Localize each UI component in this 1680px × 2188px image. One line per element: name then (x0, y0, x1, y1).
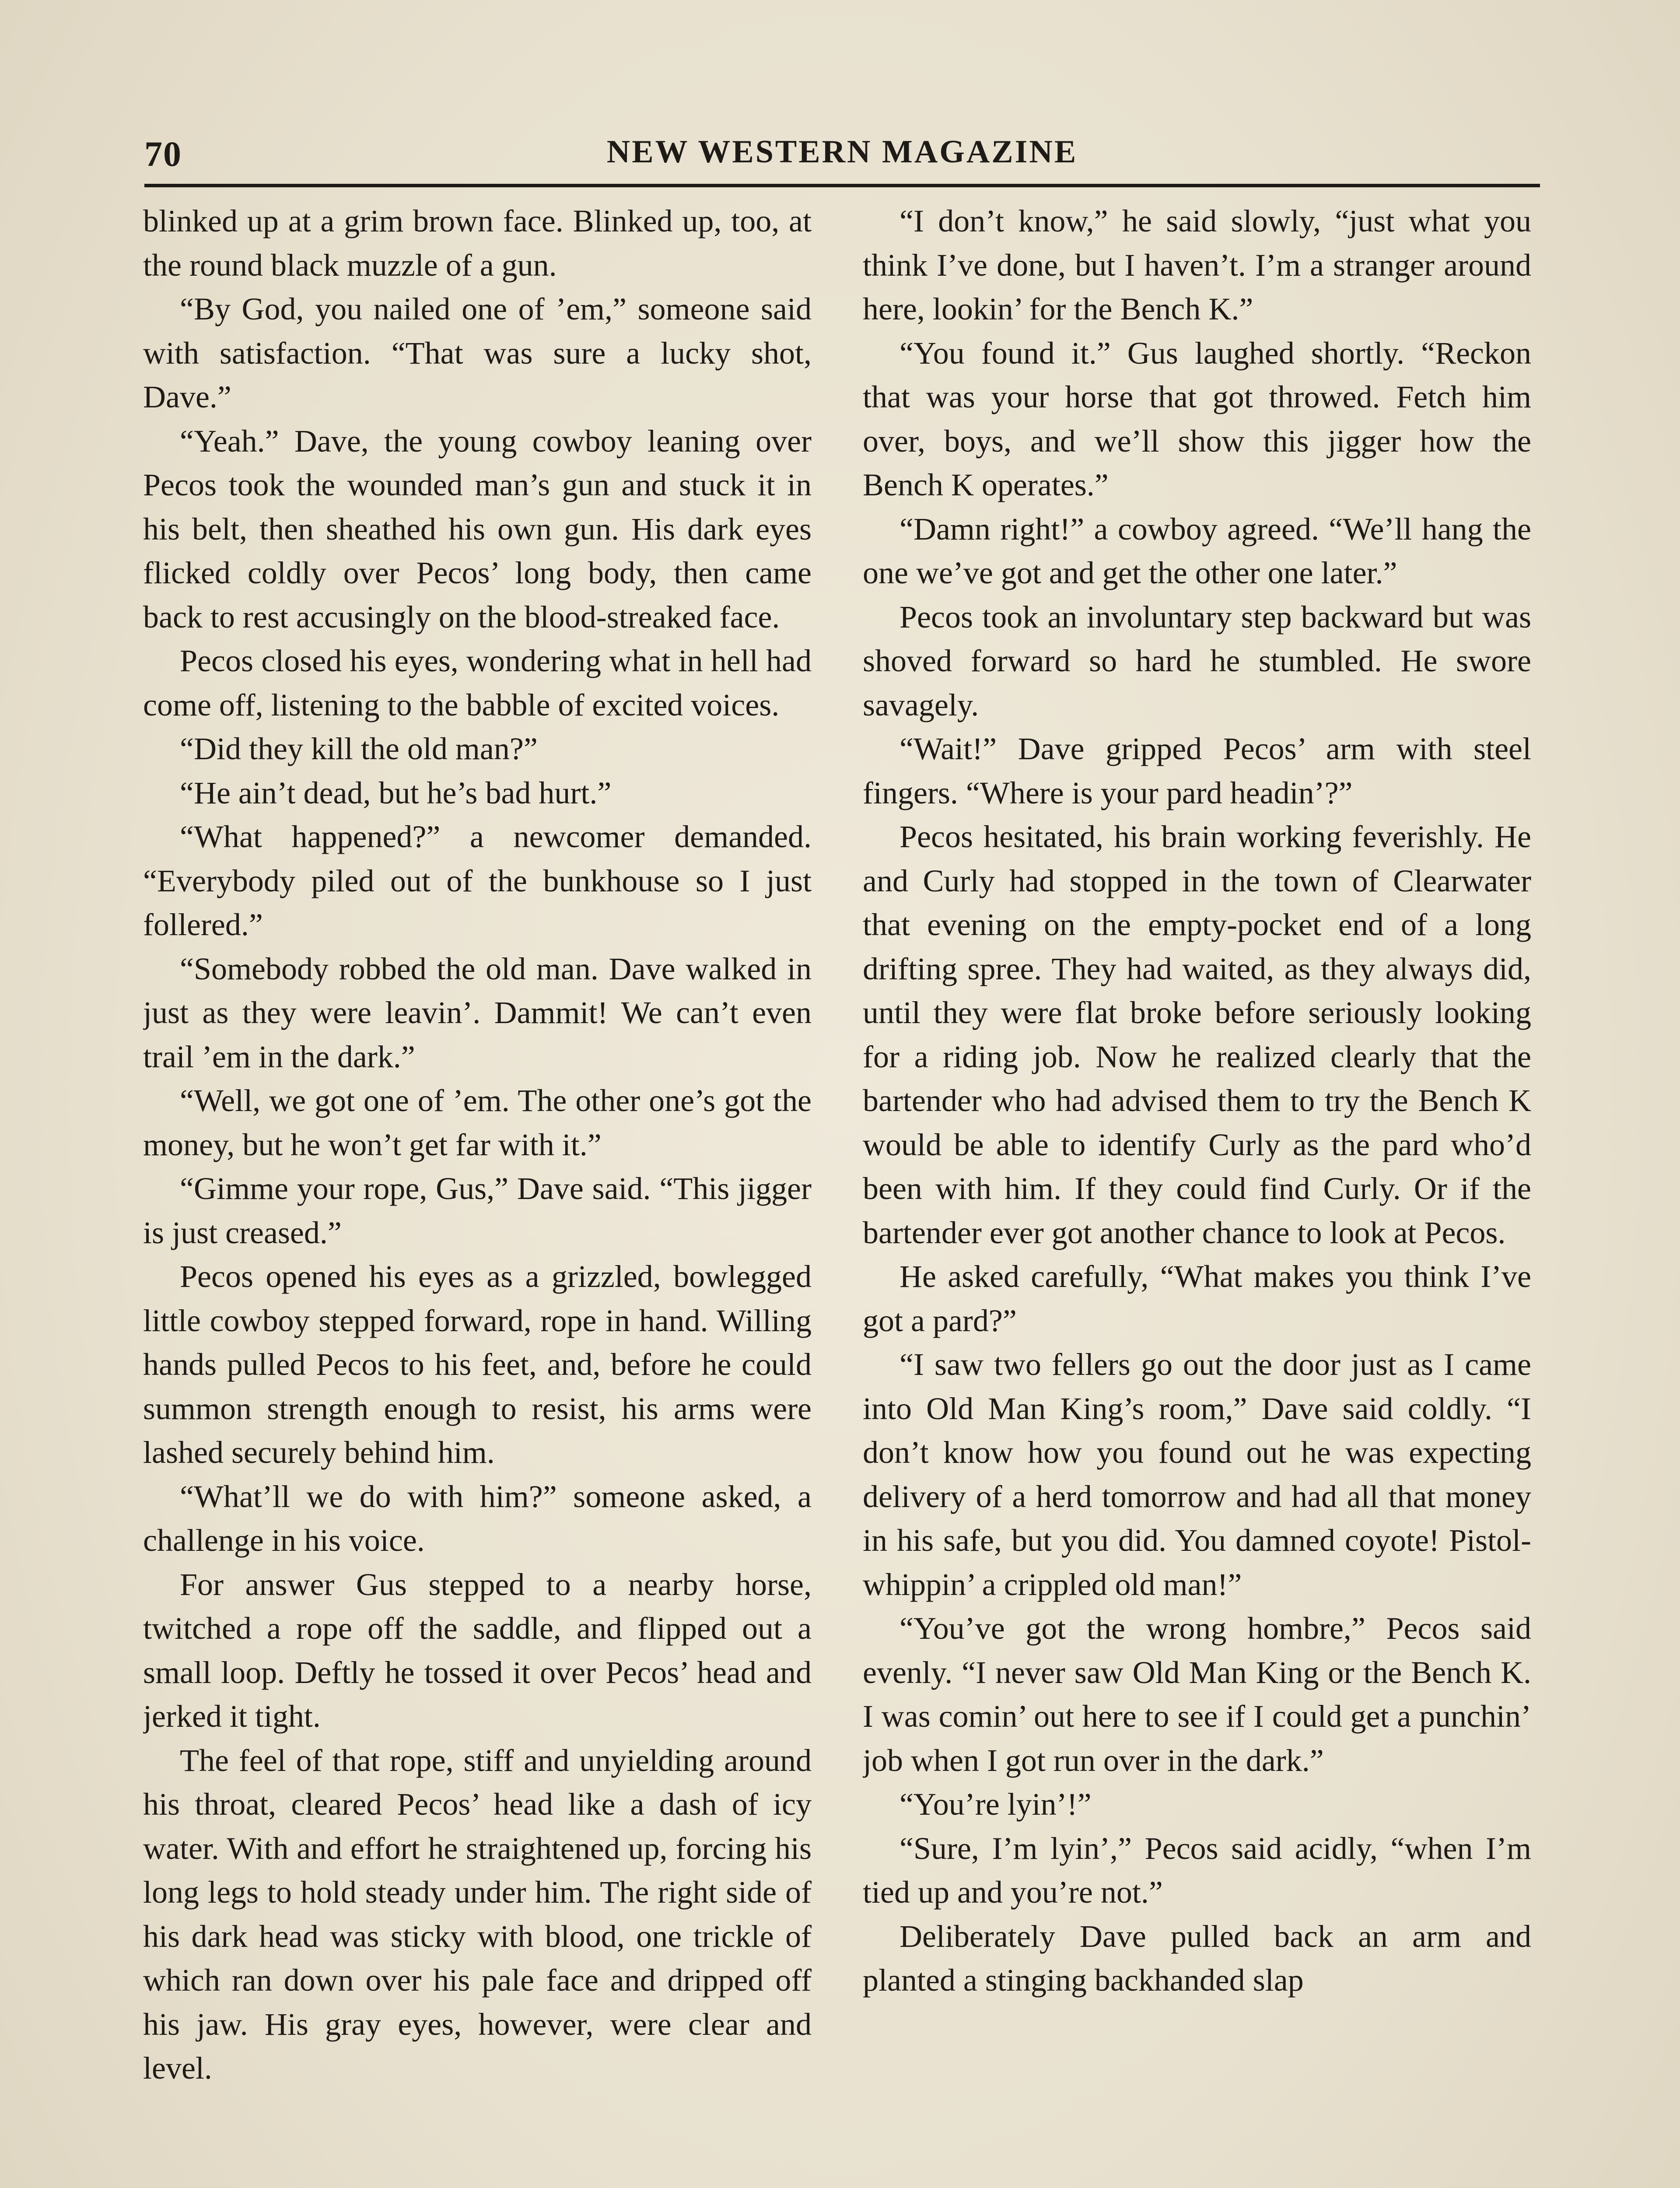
paragraph: Pecos took an involuntary step backward but was shoved forward so hard he stumbled. He swore savagely. (863, 599, 1531, 722)
running-title: NEW WESTERN MAGAZINE (606, 134, 1078, 170)
paragraph: “He ain’t dead, but he’s bad hurt.” (180, 775, 612, 810)
paragraph: “What’ll we do with him?” someone asked, a challenge in his voice. (143, 1479, 812, 1558)
left-column (143, 199, 812, 2188)
paragraph: “You’re lyin’!” (900, 1787, 1092, 1822)
paragraph: “Yeah.” Dave, the young cowboy leaning over Pecos took the wounded man’s gun and stuck it in his belt, then sheathed his own gun. His dark eyes flicked coldly over Pecos’ long body, then came back to rest accusingly on the blood-streaked face. (143, 423, 812, 635)
paragraph: He asked carefully, “What makes you think I’ve got a pard?” (863, 1259, 1531, 1338)
paragraph: “By God, you nailed one of ’em,” someone said with satisfaction. “That was sure a lucky shot, Dave.” (143, 291, 812, 414)
right-column (863, 199, 1531, 2188)
paragraph: “I saw two fellers go out the door just as I came into Old Man King’s room,” Dave said coldly. “I don’t know how you found out he was expecting delivery of a herd tomorrow and had all that money in his safe, but you did. You damned coyote! Pistol-whippin’ a crippled old man!” (863, 1347, 1531, 1602)
page-header (144, 129, 1540, 186)
paragraph: For answer Gus stepped to a nearby horse, twitched a rope off the saddle, and flipped out a small loop. Deftly he tossed it over Pecos’ head and jerked it tight. (143, 1567, 812, 1734)
paragraph: “Well, we got one of ’em. The other one’s got the money, but he won’t get far with it.” (143, 1083, 812, 1162)
paragraph: Pecos opened his eyes as a grizzled, bowlegged little cowboy stepped forward, rope in hand. Willing hands pulled Pecos to his feet, and, before he could summon strength enough to resist, his arms were lashed securely behind him. (143, 1259, 812, 1470)
paragraph: Pecos closed his eyes, wondering what in hell had come off, listening to the babble of excited voices. (143, 643, 812, 722)
paragraph: “What happened?” a newcomer demanded. “Everybody piled out of the bunkhouse so I just follered.” (143, 819, 812, 942)
paragraph: Deliberately Dave pulled back an arm and planted a stinging backhanded slap (863, 1918, 1531, 1998)
paragraph: Pecos hesitated, his brain working feverishly. He and Curly had stopped in the town of Clearwater that evening on the empty-pocket end of a long drifting spree. They had waited, as they always did, until they were flat broke before seriously looking for a riding job. Now he realized clearly that the bartender who had advised them to try the Bench K would be able to identify Curly as the pard who’d been with him. If they could find Curly. Or if the bartender ever got another chance to look at Pecos. (863, 819, 1531, 1250)
paragraph: “Damn right!” a cowboy agreed. “We’ll hang the one we’ve got and get the other one later.” (863, 511, 1531, 590)
paragraph: “Somebody robbed the old man. Dave walked in just as they were leavin’. Dammit! We can’t even trail ’em in the dark.” (143, 951, 812, 1074)
paragraph: “Wait!” Dave gripped Pecos’ arm with steel fingers. “Where is your pard headin’?” (863, 731, 1531, 810)
paragraph: “Sure, I’m lyin’,” Pecos said acidly, “when I’m tied up and you’re not.” (863, 1830, 1531, 1910)
paragraph: “Gimme your rope, Gus,” Dave said. “This jigger is just creased.” (143, 1171, 812, 1250)
paragraph: blinked up at a grim brown face. Blinked up, too, at the round black muzzle of a gun. (143, 203, 812, 283)
paragraph: The feel of that rope, stiff and unyielding around his throat, cleared Pecos’ head like a dash of icy water. With and effort he straightened up, forcing his long legs to hold steady under him. The right side of his dark head was sticky with blood, one trickle of which ran down over his pale face and dripped off his jaw. His gray eyes, however, were clear and level. (143, 1743, 812, 2086)
paragraph: “I don’t know,” he said slowly, “just what you think I’ve done, but I haven’t. I’m a stranger around here, lookin’ for the Bench K.” (863, 203, 1531, 326)
header-rule (144, 184, 1540, 187)
paragraph: “You’ve got the wrong hombre,” Pecos said evenly. “I never saw Old Man King or the Bench K. I was comin’ out here to see if I could get a punchin’ job when I got run over in the dark.” (863, 1611, 1531, 1778)
paragraph: “You found it.” Gus laughed shortly. “Reckon that was your horse that got throwed. Fetch him over, boys, and we’ll show this jigger how the Bench K operates.” (863, 335, 1531, 502)
paragraph: “Did they kill the old man?” (180, 731, 538, 766)
page-number: 70 (144, 134, 182, 174)
